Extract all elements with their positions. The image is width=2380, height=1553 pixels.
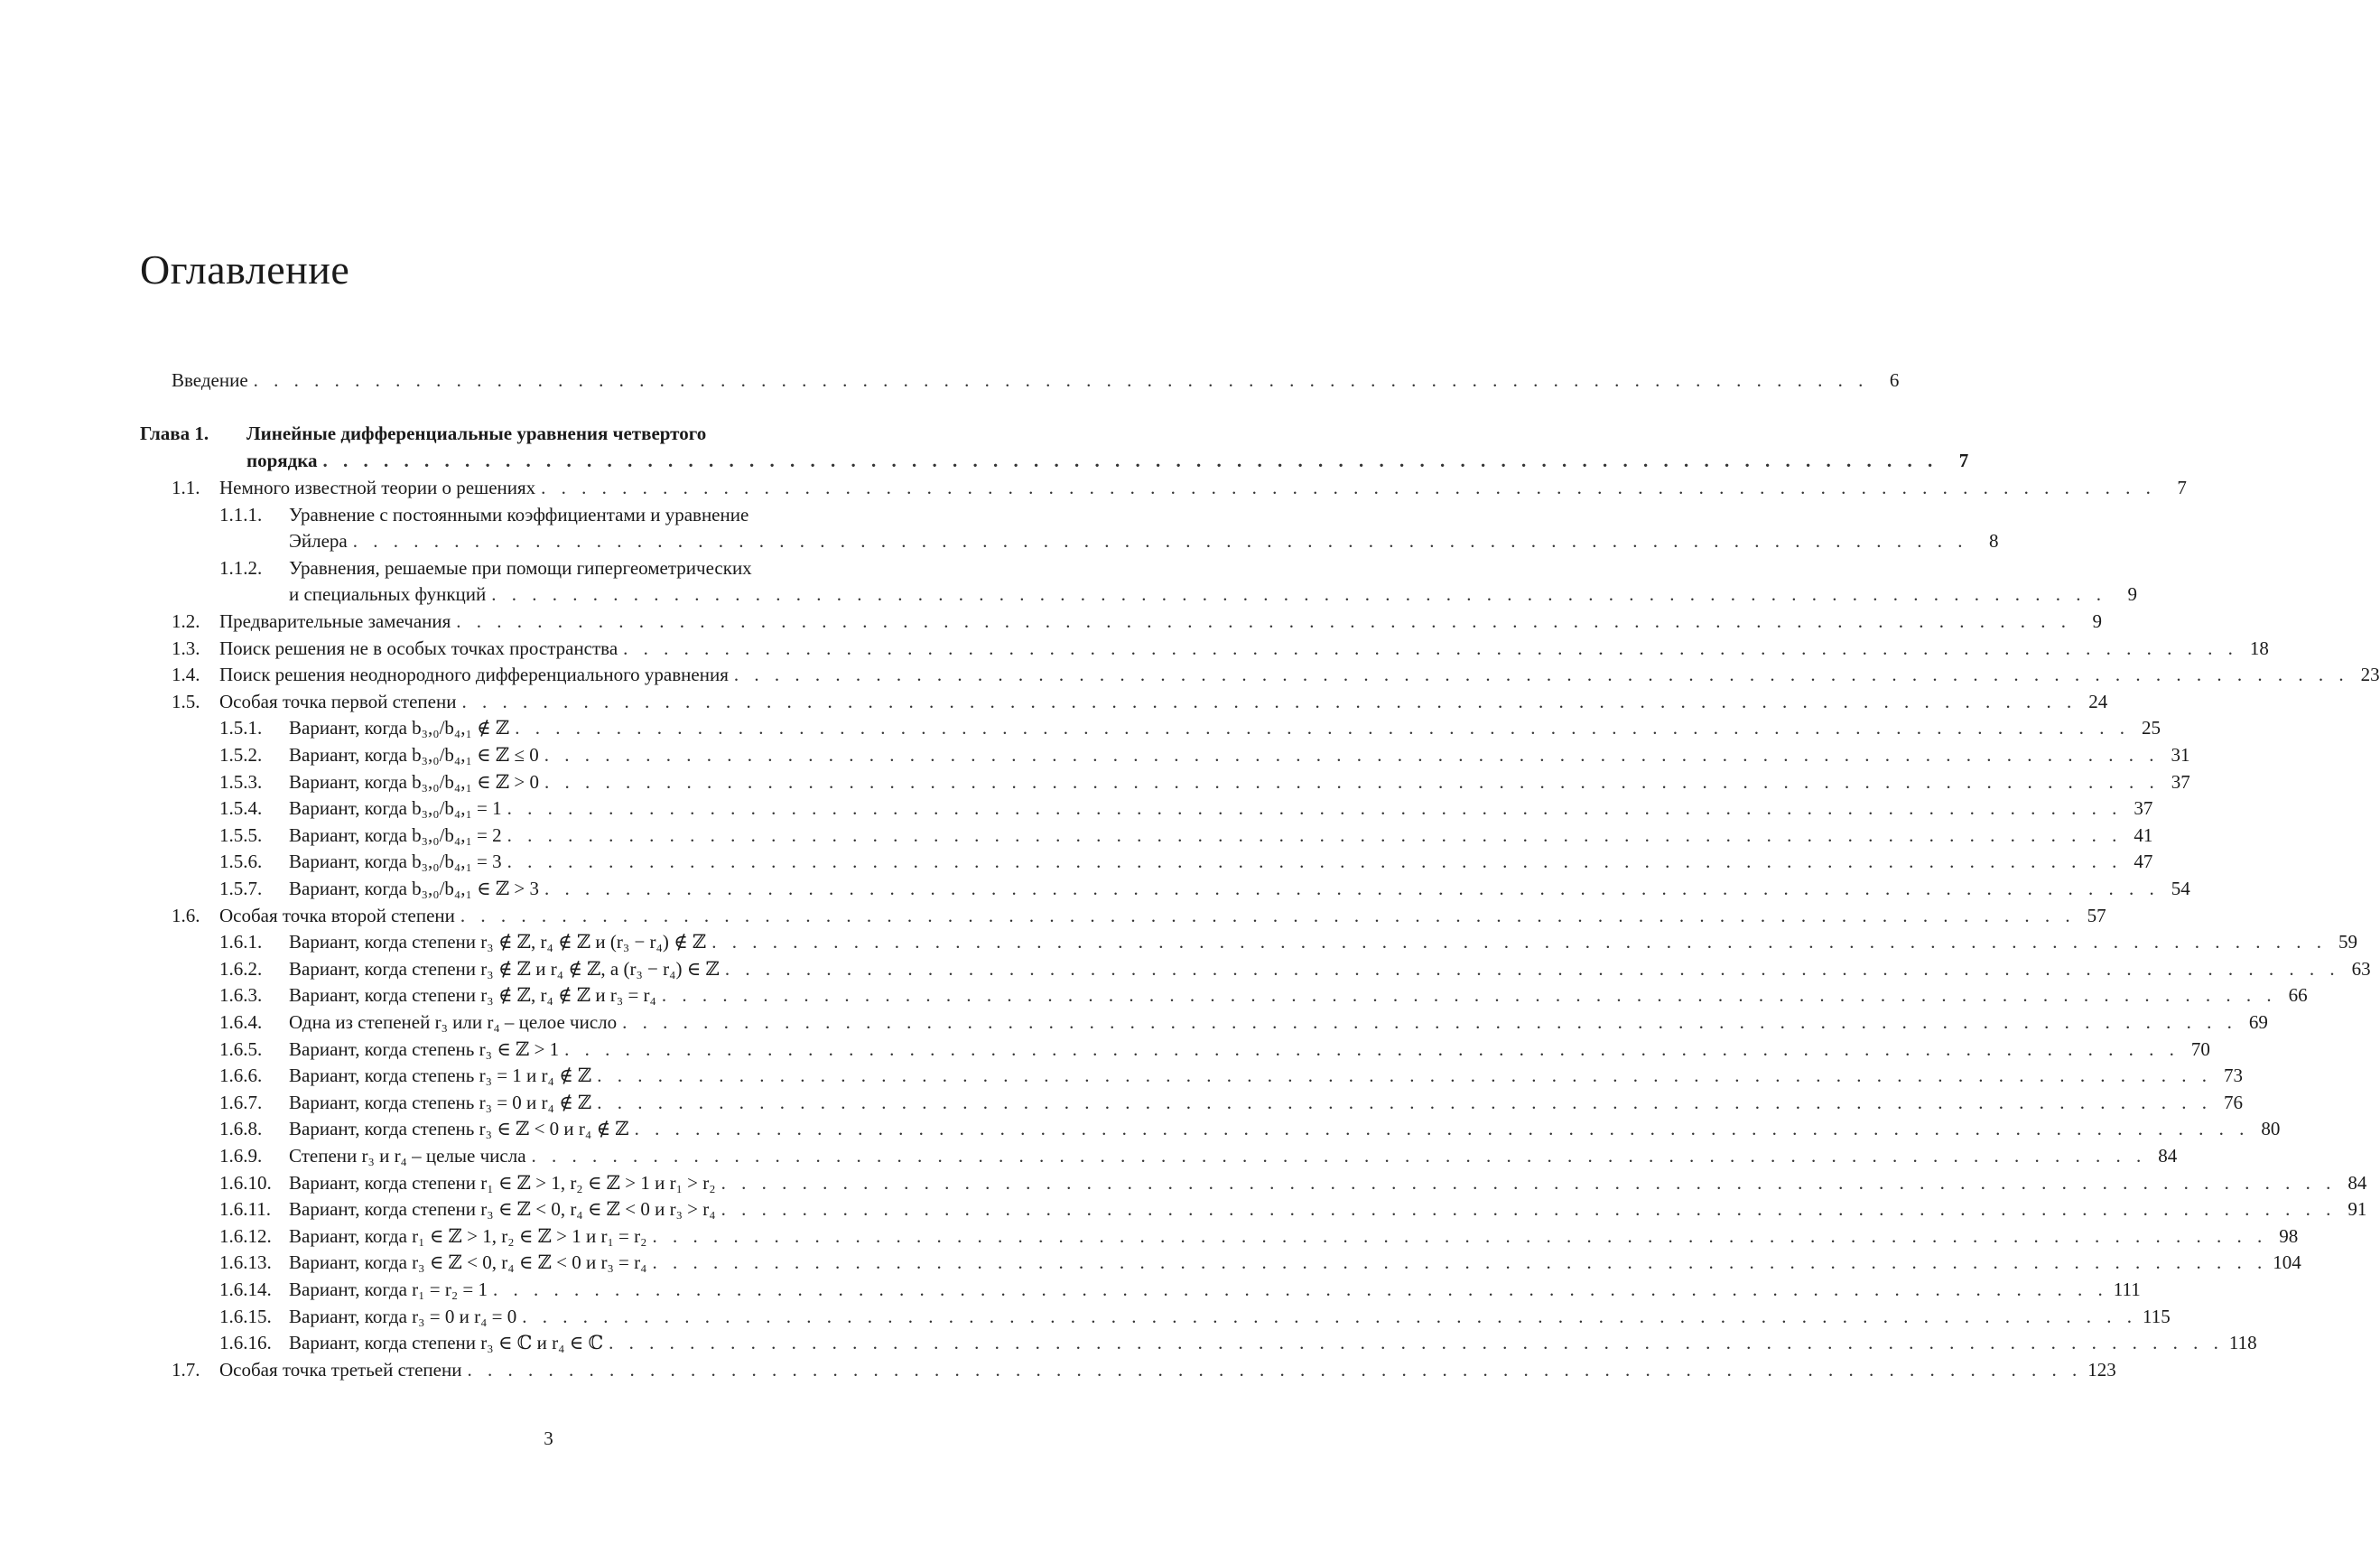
- toc-entry[interactable]: [289, 849, 2153, 874]
- toc-entry[interactable]: [289, 956, 2371, 981]
- dot-leader: [323, 448, 1938, 473]
- toc-entry-page: 91: [2347, 1198, 2367, 1221]
- toc-entry-number: 1.1.1.: [219, 503, 263, 525]
- toc-entry[interactable]: [289, 1116, 2281, 1141]
- chapter-title-line2: порядка: [246, 450, 318, 471]
- toc-entry-page: 84: [2347, 1171, 2367, 1194]
- toc-entry-number: 1.6.8.: [219, 1118, 263, 1140]
- toc-entry-text: Особая точка первой степени: [219, 690, 457, 712]
- toc-entry-page: 73: [2223, 1065, 2243, 1087]
- dot-leader: [721, 1170, 2337, 1195]
- page-number: 3: [544, 1427, 553, 1449]
- toc-entry[interactable]: [289, 1170, 2367, 1195]
- toc-entry-page: 41: [2134, 823, 2153, 846]
- toc-entry-number: 1.6.10.: [219, 1171, 272, 1194]
- toc-entry-text: Особая точка третьей степени: [219, 1358, 462, 1381]
- toc-entry[interactable]: [289, 823, 2153, 848]
- toc-entry-page: 59: [2338, 931, 2357, 953]
- toc-entry[interactable]: [289, 1223, 2299, 1249]
- toc-entry-page: 57: [2087, 904, 2106, 926]
- toc-entry-intro[interactable]: [172, 367, 1900, 393]
- toc-entry-text: и специальных функций: [289, 583, 487, 606]
- toc-entry-page: 70: [2190, 1037, 2210, 1060]
- toc-entry-page: 115: [2143, 1305, 2171, 1327]
- toc-entry-page: 54: [2171, 878, 2190, 899]
- toc-entry-text: Вариант, когда степени r₃ ∈ ℂ и r₄ ∈ ℂ: [289, 1332, 604, 1354]
- dot-leader: [725, 956, 2340, 981]
- toc-entry-text: Немного известной теории о решениях: [219, 477, 536, 498]
- dot-leader: [635, 1116, 2250, 1141]
- page-title: Оглавление: [140, 246, 350, 293]
- toc-entry[interactable]: [219, 903, 2106, 928]
- toc-entry-text: Вариант, когда степени r₃ ∉ ℤ и r₄ ∉ ℤ, а (r₃ − r₄) ∈ ℤ: [289, 957, 720, 980]
- toc-entry-text: Эйлера: [289, 530, 348, 553]
- toc-entry-number: 1.6.5.: [219, 1037, 263, 1060]
- toc-entry-number: 1.6.2.: [219, 957, 263, 980]
- toc-entry-chapter1[interactable]: [246, 448, 1969, 473]
- toc-entry-page: 47: [2134, 851, 2153, 873]
- toc-entry-number: 1.5.: [172, 690, 200, 712]
- dot-leader: [734, 662, 2349, 687]
- dot-leader: [541, 475, 2156, 500]
- dot-leader: [544, 876, 2160, 901]
- toc-entry-text: Вариант, когда b₃,₀/b₄,₁ = 1: [289, 797, 502, 820]
- toc-entry-page: 80: [2261, 1118, 2281, 1140]
- toc-entry-number: 1.6.15.: [219, 1305, 272, 1327]
- toc-entry-page: 63: [2351, 957, 2371, 980]
- toc-entry-number: 1.4.: [172, 664, 200, 686]
- toc-entry[interactable]: [289, 1090, 2243, 1115]
- toc-entry-number: 1.6.3.: [219, 984, 263, 1007]
- toc-entry-page: 8: [1988, 530, 1999, 553]
- toc-entry-page: 18: [2249, 637, 2269, 659]
- toc-entry[interactable]: [289, 1143, 2178, 1168]
- toc-entry-text: Введение: [172, 369, 248, 391]
- toc-entry-number: 1.5.2.: [219, 744, 263, 766]
- toc-entry-page: 25: [2141, 717, 2161, 739]
- toc-entry-text[interactable]: Уравнения, решаемые при помощи гипергеометрических: [289, 556, 752, 579]
- toc-entry-text: Одна из степеней r₃ или r₄ – целое число: [289, 1011, 618, 1033]
- toc-entry-text[interactable]: Уравнение с постоянными коэффициентами и уравнение: [289, 503, 749, 525]
- toc-entry[interactable]: [219, 609, 2103, 634]
- toc-entry-page: 23: [2360, 664, 2380, 686]
- dot-leader: [622, 1009, 2237, 1035]
- dot-leader: [515, 715, 2130, 740]
- toc-entry[interactable]: [289, 715, 2161, 740]
- dot-leader: [597, 1063, 2212, 1088]
- toc-entry-page: 6: [1889, 369, 1900, 391]
- toc-entry-number: 1.3.: [172, 637, 200, 659]
- toc-entry-text: Вариант, когда r₁ ∈ ℤ > 1, r₂ ∈ ℤ > 1 и r₁ = r₂: [289, 1224, 647, 1247]
- chapter-label: Глава 1.: [140, 423, 209, 444]
- toc-entry[interactable]: [289, 1304, 2171, 1329]
- dot-leader: [652, 1250, 2267, 1275]
- toc-entry-page: 24: [2088, 690, 2108, 712]
- dot-leader: [711, 929, 2327, 954]
- toc-entry[interactable]: [289, 1277, 2141, 1302]
- toc-entry-page: 7: [1958, 450, 1969, 471]
- toc-entry-number: 1.6.7.: [219, 1091, 263, 1113]
- dot-leader: [491, 581, 2106, 607]
- toc-entry-number: 1.6.1.: [219, 931, 263, 953]
- chapter-title-line1[interactable]: Линейные дифференциальные уравнения четвертого: [246, 423, 707, 444]
- toc-entry-number: 1.5.4.: [219, 797, 263, 820]
- dot-leader: [721, 1196, 2337, 1222]
- toc-entry-page: 66: [2288, 984, 2308, 1007]
- dot-leader: [522, 1304, 2137, 1329]
- toc-entry-page: 37: [2134, 797, 2153, 820]
- toc-entry[interactable]: [289, 742, 2190, 767]
- toc-entry-number: 1.6.4.: [219, 1011, 263, 1033]
- toc-entry[interactable]: [289, 1250, 2301, 1275]
- toc-entry[interactable]: [289, 1063, 2243, 1088]
- toc-entry-page: 104: [2273, 1251, 2301, 1274]
- toc-entry-text: Вариант, когда b₃,₀/b₄,₁ ∉ ℤ: [289, 717, 510, 739]
- toc-entry-number: 1.6.6.: [219, 1065, 263, 1087]
- toc-entry-number: 1.1.: [172, 477, 200, 498]
- toc-entry-page: 31: [2171, 744, 2190, 766]
- toc-entry-page: 84: [2158, 1145, 2178, 1167]
- toc-entry-page: 118: [2228, 1332, 2257, 1354]
- toc-entry-page: 98: [2279, 1224, 2299, 1247]
- toc-entry-number: 1.6.16.: [219, 1332, 272, 1354]
- toc-entry-text: Особая точка второй степени: [219, 904, 455, 926]
- toc-entry[interactable]: [289, 1196, 2367, 1222]
- toc-entry[interactable]: [289, 1037, 2210, 1062]
- dot-leader: [564, 1037, 2180, 1062]
- toc-entry-text: Вариант, когда b₃,₀/b₄,₁ = 2: [289, 823, 502, 846]
- toc-entry-number: 1.5.6.: [219, 851, 263, 873]
- toc-entry-page: 123: [2087, 1358, 2116, 1381]
- toc-entry-page: 9: [2092, 610, 2103, 632]
- dot-leader: [597, 1090, 2212, 1115]
- toc-entry[interactable]: [289, 1330, 2257, 1355]
- toc-entry-number: 1.5.3.: [219, 770, 263, 793]
- dot-leader: [532, 1143, 2147, 1168]
- toc-entry-text: Вариант, когда степень r₃ ∈ ℤ < 0 и r₄ ∉ ℤ: [289, 1118, 629, 1140]
- toc-entry[interactable]: [219, 662, 2380, 687]
- toc-entry-number: 1.7.: [172, 1358, 200, 1381]
- dot-leader: [353, 528, 1968, 553]
- dot-leader: [456, 609, 2071, 634]
- toc-entry[interactable]: [289, 876, 2190, 901]
- toc-entry-number: 1.6.11.: [219, 1198, 271, 1221]
- toc-entry-text: Вариант, когда степени r₃ ∉ ℤ, r₄ ∉ ℤ и r₃ = r₄: [289, 984, 656, 1007]
- toc-entry-page: 111: [2113, 1279, 2141, 1300]
- toc-entry-page: 7: [2177, 477, 2187, 498]
- toc-entry[interactable]: [289, 528, 1999, 553]
- toc-entry-number: 1.6.: [172, 904, 200, 926]
- toc-entry-text: Вариант, когда степени r₁ ∈ ℤ > 1, r₂ ∈ ℤ > 1 и r₁ > r₂: [289, 1171, 716, 1194]
- toc-entry-text: Предварительные замечания: [219, 610, 451, 632]
- dot-leader: [623, 636, 2238, 661]
- toc-entry-page: 76: [2223, 1091, 2243, 1113]
- dot-leader: [662, 982, 2277, 1008]
- toc-entry-page: 9: [2127, 583, 2137, 606]
- dot-leader: [467, 1357, 2082, 1382]
- dot-leader: [544, 742, 2160, 767]
- toc-entry-text: Вариант, когда r₁ = r₂ = 1: [289, 1279, 488, 1300]
- toc-entry[interactable]: [289, 1009, 2268, 1035]
- toc-entry[interactable]: [219, 475, 2187, 500]
- toc-entry-number: 1.5.1.: [219, 717, 263, 739]
- toc-entry-number: 1.2.: [172, 610, 200, 632]
- toc-entry[interactable]: [219, 636, 2269, 661]
- dot-leader: [652, 1223, 2267, 1249]
- toc-entry-number: 1.6.12.: [219, 1224, 272, 1247]
- toc-entry[interactable]: [219, 1357, 2116, 1382]
- toc-entry-text: Вариант, когда b₃,₀/b₄,₁ ∈ ℤ ≤ 0: [289, 744, 539, 766]
- toc-entry-text: Вариант, когда степени r₃ ∈ ℤ < 0, r₄ ∈ ℤ < 0 и r₃ > r₄: [289, 1198, 716, 1221]
- toc-entry-text: Вариант, когда степень r₃ = 1 и r₄ ∉ ℤ: [289, 1065, 592, 1087]
- toc-entry-text: Поиск решения неоднородного дифференциального уравнения: [219, 664, 729, 686]
- toc-entry-number: 1.5.5.: [219, 823, 263, 846]
- toc-entry-number: 1.6.14.: [219, 1279, 272, 1300]
- toc-entry-text: Вариант, когда b₃,₀/b₄,₁ ∈ ℤ > 3: [289, 878, 540, 899]
- toc-entry-text: Поиск решения не в особых точках пространства: [219, 637, 618, 659]
- dot-leader: [493, 1277, 2108, 1302]
- toc-entry-number: 1.5.7.: [219, 878, 263, 899]
- toc-entry-text: Вариант, когда b₃,₀/b₄,₁ ∈ ℤ > 0: [289, 770, 540, 793]
- toc-entry-page: 69: [2248, 1011, 2268, 1033]
- toc-entry-text: Вариант, когда r₃ = 0 и r₄ = 0: [289, 1305, 517, 1327]
- dot-leader: [254, 367, 1869, 393]
- dot-leader: [507, 795, 2123, 821]
- toc-entry[interactable]: [289, 982, 2308, 1008]
- toc-entry[interactable]: [289, 769, 2190, 795]
- dot-leader: [544, 769, 2160, 795]
- toc-entry-text: Вариант, когда b₃,₀/b₄,₁ = 3: [289, 851, 502, 873]
- toc-entry-text: Степени r₃ и r₄ – целые числа: [289, 1145, 526, 1167]
- toc-entry-number: 1.1.2.: [219, 556, 263, 579]
- toc-entry[interactable]: [219, 689, 2108, 714]
- toc-entry[interactable]: [289, 581, 2137, 607]
- toc-entry[interactable]: [289, 795, 2153, 821]
- toc-entry[interactable]: [289, 929, 2357, 954]
- toc-entry-text: Вариант, когда r₃ ∈ ℤ < 0, r₄ ∈ ℤ < 0 и r₃ = r₄: [289, 1251, 647, 1274]
- toc-entry-text: Вариант, когда степень r₃ ∈ ℤ > 1: [289, 1037, 560, 1060]
- dot-leader: [461, 689, 2077, 714]
- dot-leader: [609, 1330, 2224, 1355]
- toc-entry-number: 1.6.9.: [219, 1145, 263, 1167]
- dot-leader: [507, 823, 2123, 848]
- toc-entry-number: 1.6.13.: [219, 1251, 272, 1274]
- toc-entry-page: 37: [2171, 770, 2190, 793]
- dot-leader: [460, 903, 2076, 928]
- toc-entry-text: Вариант, когда степень r₃ = 0 и r₄ ∉ ℤ: [289, 1091, 592, 1113]
- toc-entry-text: Вариант, когда степени r₃ ∉ ℤ, r₄ ∉ ℤ и (r₃ − r₄) ∉ ℤ: [289, 931, 707, 953]
- dot-leader: [507, 849, 2123, 874]
